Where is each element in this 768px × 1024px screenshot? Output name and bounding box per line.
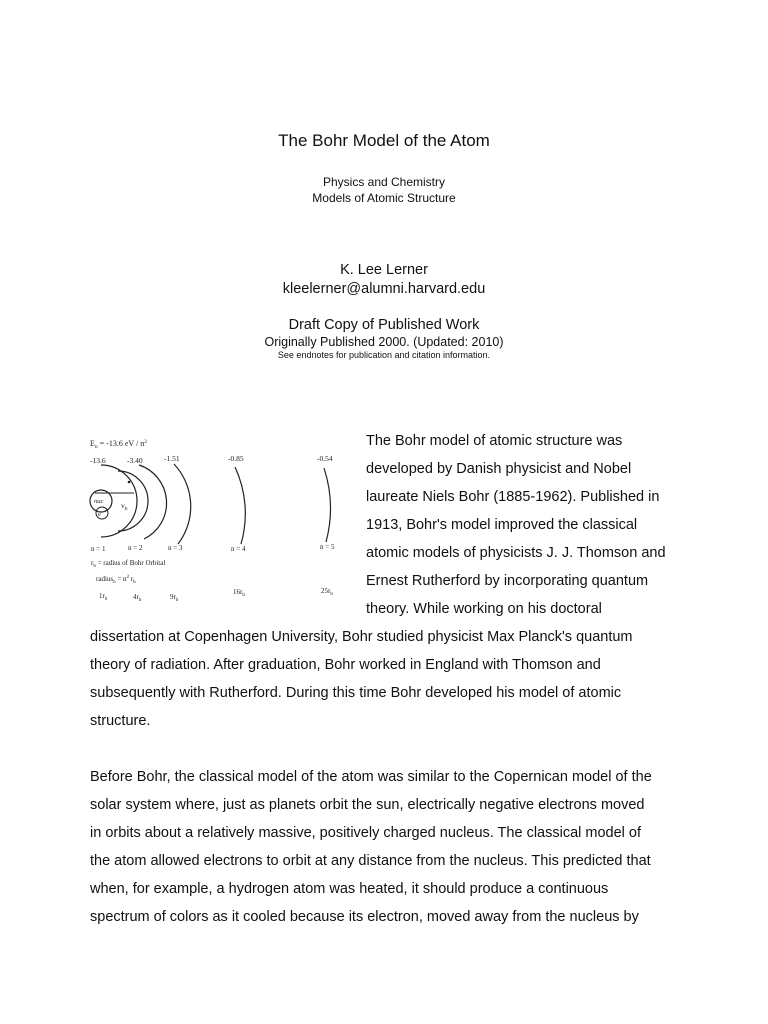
bohr-orbit-figure <box>88 432 358 610</box>
paragraph-line: when, for example, a hydrogen atom was heated, it should produce a continuous <box>90 881 609 897</box>
energy-level-5: -0.54 <box>317 454 333 463</box>
subject-line: Physics and Chemistry <box>322 175 446 189</box>
paragraph-line: structure. <box>90 713 151 729</box>
radius-formula: radius$_n$ = $n^2$ $r_b$ <box>96 575 136 585</box>
paragraph-2 <box>90 763 652 931</box>
nucleus-label: nuc <box>94 498 104 505</box>
document-title: The Bohr Model of the Atom <box>278 131 490 150</box>
paragraph-1-continued <box>90 623 633 735</box>
paragraph-line: solar system where, just as planets orbit the sun, electrically negative electrons moved <box>90 797 645 813</box>
energy-level-2: -3.40 <box>127 456 143 465</box>
paragraph-line: laureate Niels Bohr (1885-1962). Published in <box>366 489 660 505</box>
draft-label: Draft Copy of Published Work <box>288 317 480 333</box>
paragraph-line: Ernest Rutherford by incorporating quantum <box>366 573 649 589</box>
author-name: K. Lee Lerner <box>340 262 428 278</box>
energy-formula: $E_n = -13.6$ eV / $n^2$ <box>90 439 147 450</box>
paragraph-line: developed by Danish physicist and Nobel <box>366 461 632 477</box>
paragraph-line: atomic models of physicists J. J. Thomson and <box>366 545 666 561</box>
radius-multiple-5: $25r_b$ <box>321 587 333 597</box>
orbit-label-4: n = 4 <box>231 545 246 553</box>
orbit-3-arc <box>139 465 167 539</box>
energy-level-1: -13.6 <box>90 456 106 465</box>
bohr-orbit-diagram <box>88 432 358 610</box>
paragraph-1-wrapped <box>366 427 666 623</box>
paragraph-line: The Bohr model of atomic structure was <box>366 433 623 449</box>
paragraph-line: Before Bohr, the classical model of the atom was similar to the Copernican model of the <box>90 769 652 785</box>
paragraph-line: in orbits about a relatively massive, positively charged nucleus. The classical model of <box>90 825 641 841</box>
energy-level-4: -0.85 <box>228 454 244 463</box>
topic-line: Models of Atomic Structure <box>312 191 456 205</box>
radius-multiple-3: $9r_b$ <box>170 593 179 603</box>
radius-definition: $r_b$ = radius of Bohr Orbital <box>91 559 166 569</box>
radius-multiple-4: $16r_b$ <box>233 588 245 598</box>
paragraph-line: theory. While working on his doctoral <box>366 601 602 617</box>
paragraph-line: spectrum of colors as it cooled because its electron, moved away from the nucleus by <box>90 909 639 925</box>
electron-label: e <box>98 511 101 518</box>
published-note: Originally Published 2000. (Updated: 2010) <box>264 335 504 349</box>
orbit-2-arc <box>101 465 137 537</box>
electron-dot-icon <box>128 481 131 484</box>
orbit-label-5: n = 5 <box>320 543 335 551</box>
energy-level-3: -1.51 <box>164 454 180 463</box>
orbit-5-arc <box>235 467 245 544</box>
paragraph-line: theory of radiation. After graduation, Bohr worked in England with Thomson and <box>90 657 601 673</box>
endnote-note: See endnotes for publication and citation information. <box>277 350 491 360</box>
paragraph-line: 1913, Bohr's model improved the classical <box>366 517 638 533</box>
paragraph-line: dissertation at Copenhagen University, Bohr studied physicist Max Planck's quantum <box>90 629 633 645</box>
radius-multiple-2: $4r_b$ <box>133 593 142 603</box>
orbit-label-3: n = 3 <box>168 544 183 552</box>
radius-multiple-1: $1r_b$ <box>99 592 108 602</box>
orbit-6-arc <box>324 468 330 542</box>
orbit-label-2: n = 2 <box>128 544 143 552</box>
orbit-4-arc <box>174 464 191 544</box>
velocity-label: $v_b$ <box>121 501 128 512</box>
paragraph-line: subsequently with Rutherford. During this time Bohr developed his model of atomic <box>90 685 622 701</box>
paragraph-line: the atom allowed electrons to orbit at any distance from the nucleus. This predicted that <box>90 853 651 869</box>
author-email: kleelerner@alumni.harvard.edu <box>282 281 486 297</box>
orbit-label-1: n = 1 <box>91 545 106 553</box>
